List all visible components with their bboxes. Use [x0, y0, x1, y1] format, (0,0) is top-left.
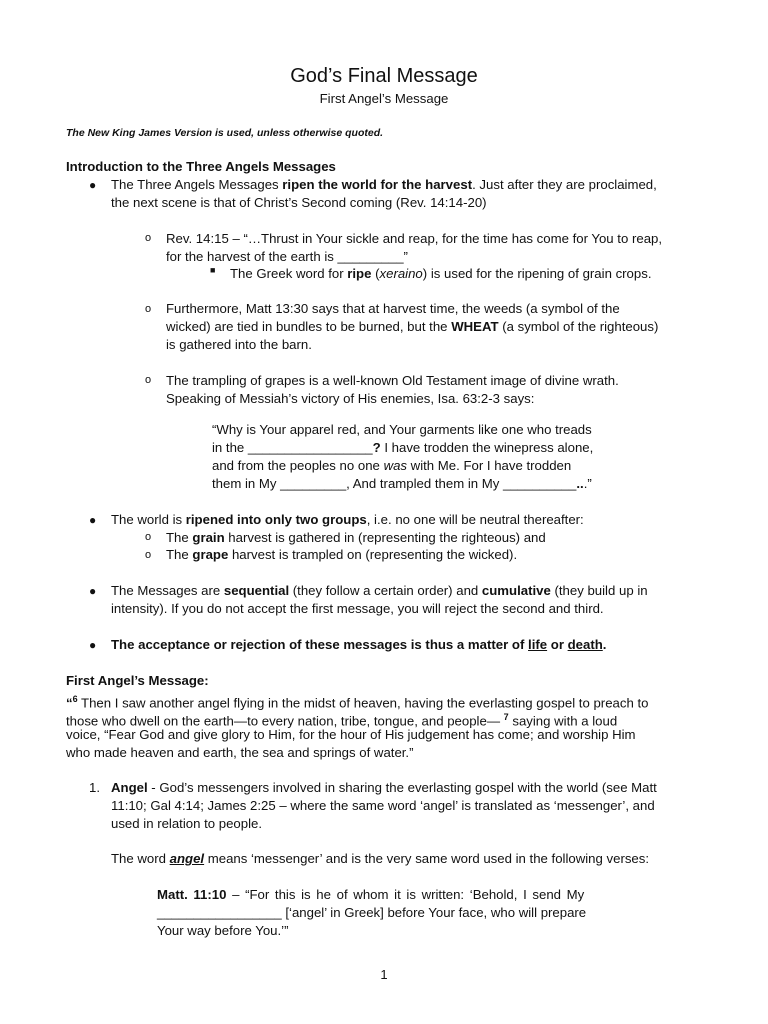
greek-ripe-note: The Greek word for ripe (xeraino) is used for the ripening of grain crops. — [230, 266, 652, 281]
sub-bullet-rev-line2: for the harvest of the earth is _________” — [166, 249, 408, 264]
sub-bullet-grapes-line2: Speaking of Messiah’s victory of His enemies, Isa. 63:2-3 says: — [166, 391, 535, 406]
first-angel-heading: First Angel’s Message: — [66, 673, 209, 688]
intro-bullet-3: The Messages are sequential (they follow a certain order) and cumulative (they build up in — [111, 583, 648, 598]
sub-bullet-matt: Furthermore, Matt 13:30 says that at harvest time, the weeds (a symbol of the — [166, 301, 620, 316]
sub-bullet-rev: Rev. 14:15 – “…Thrust in Your sickle and reap, for the time has come for You to reap, — [166, 231, 663, 246]
grain-harvest: The grain harvest is gathered in (representing the righteous) and — [166, 530, 546, 545]
isaiah-quote-line1: “Why is Your apparel red, and Your garments like one who treads — [212, 422, 592, 437]
isaiah-quote-line3: and from the peoples no one was with Me. For I have trodden — [212, 458, 572, 473]
circle-bullet: o — [145, 549, 152, 561]
bullet-dot: ● — [89, 638, 97, 652]
intro-heading: Introduction to the Three Angels Messages — [66, 159, 336, 174]
verse-line4: who made heaven and earth, the sea and springs of water.” — [66, 745, 414, 760]
verse-line3: voice, “Fear God and give glory to Him, for the hour of His judgement has come; and worship Him — [66, 727, 636, 742]
verse-line2: those who dwell on the earth—to every nation, tribe, tongue, and people— $^7$ saying with a loud — [66, 712, 618, 729]
sub-bullet-matt-line3: is gathered into the barn. — [166, 337, 312, 352]
intro-bullet-1: The Three Angels Messages ripen the world for the harvest. Just after they are proclaimed, — [111, 177, 657, 192]
isaiah-quote-line2: in the _________________? I have trodden the winepress alone, — [212, 440, 594, 455]
intro-bullet-3-line2: intensity). If you do not accept the first message, you will reject the second and third. — [111, 601, 604, 616]
page-title: God’s Final Message — [290, 65, 478, 87]
intro-bullet-4: The acceptance or rejection of these messages is thus a matter of life or death. — [111, 637, 607, 652]
intro-bullet-1-line2: the next scene is that of Christ’s Second coming (Rev. 14:14-20) — [111, 195, 487, 210]
matt-quote-line2: _________________ [‘angel’ in Greek] before Your face, who will prepare — [157, 905, 587, 920]
matt-quote-line3: Your way before You.’” — [157, 923, 289, 938]
bullet-dot: ● — [89, 513, 97, 527]
intro-bullet-2: The world is ripened into only two groups, i.e. no one will be neutral thereafter: — [111, 512, 584, 527]
grape-harvest: The grape harvest is trampled on (representing the wicked). — [166, 547, 518, 562]
circle-bullet: o — [145, 232, 152, 244]
bullet-dot: ● — [89, 584, 97, 598]
angel-point-line3: used in relation to people. — [111, 816, 263, 831]
circle-bullet: o — [145, 531, 152, 543]
square-bullet: ■ — [210, 265, 216, 275]
isaiah-quote-line4: them in My _________, And trampled them in My __________...” — [212, 476, 592, 491]
version-note: The New King James Version is used, unless otherwise quoted. — [66, 127, 384, 139]
matt-quote-line1: Matt. 11:10 – “For this is he of whom it is written: ‘Behold, I send My — [157, 887, 585, 902]
sub-bullet-matt-line2: wicked) are tied in bundles to be burned, but the WHEAT (a symbol of the righteous) — [166, 319, 659, 334]
sub-bullet-grapes: The trampling of grapes is a well-known Old Testament image of divine wrath. — [166, 373, 619, 388]
angel-point-line1: Angel - God’s messengers involved in sharing the everlasting gospel with the world (see Matt — [111, 780, 657, 795]
circle-bullet: o — [145, 303, 152, 315]
verse-line1: “$^6$ Then I saw another angel flying in the midst of heaven, having the everlasting gospel to preach to — [66, 694, 649, 711]
page-subtitle: First Angel’s Message — [319, 91, 449, 106]
list-number-1: 1. — [89, 780, 100, 795]
angel-word-meaning: The word angel means ‘messenger’ and is the very same word used in the following verses: — [111, 851, 650, 866]
page-number: 1 — [380, 967, 388, 982]
angel-point-line2: 11:10; Gal 4:14; James 2:25 – where the same word ‘angel’ is translated as ‘messenger’, and — [111, 798, 655, 813]
bullet-dot: ● — [89, 178, 97, 192]
circle-bullet: o — [145, 374, 152, 386]
